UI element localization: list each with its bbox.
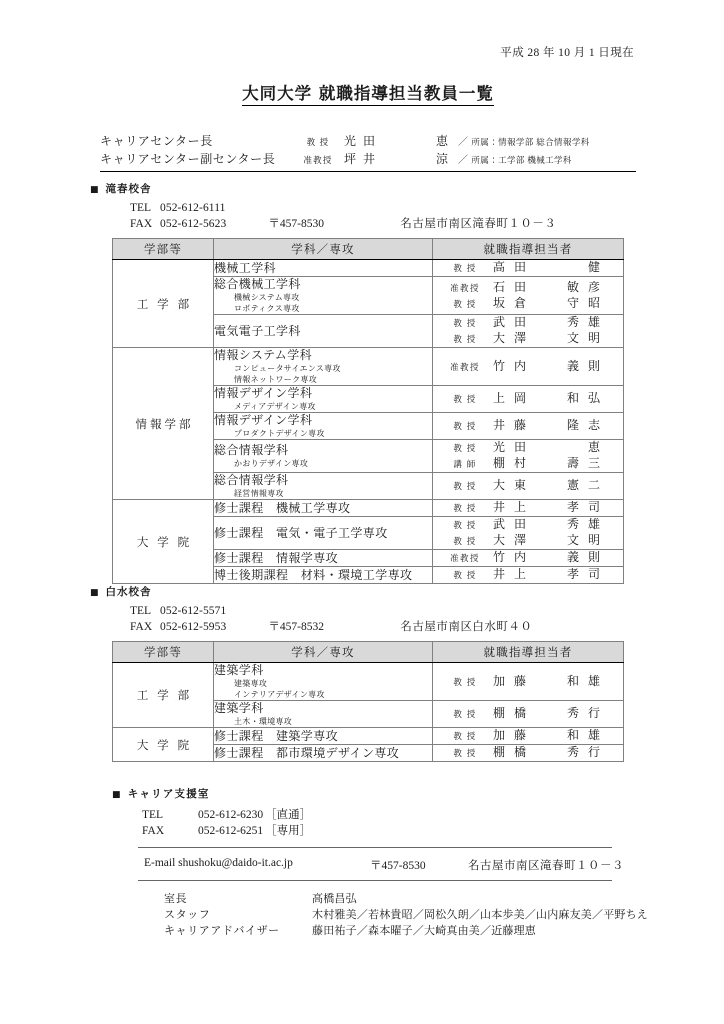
support-office-name: キャリア支援室 bbox=[127, 788, 210, 800]
advisor-cell bbox=[433, 728, 624, 745]
major-subcourse: ロボティクス専攻 bbox=[234, 304, 300, 313]
staff-academic-title: 教 授 bbox=[453, 570, 477, 580]
staff-academic-title: 教 授 bbox=[453, 536, 477, 546]
table-row bbox=[113, 663, 624, 701]
staff-person bbox=[433, 280, 623, 296]
major-subcourse: かおりデザイン専攻 bbox=[234, 459, 309, 468]
staff-person bbox=[433, 418, 623, 434]
staff-given-name: 健 bbox=[587, 260, 609, 274]
campus-zip: 〒457-8532 bbox=[268, 621, 324, 633]
career-leader-given: 涼 bbox=[435, 152, 448, 166]
support-office-heading bbox=[112, 786, 636, 801]
staff-surname: 井藤 bbox=[493, 418, 536, 432]
major-name: 電気電子工学科 bbox=[214, 323, 301, 338]
campus-fax-value: 052-612-5623 bbox=[160, 218, 227, 230]
table-row bbox=[113, 260, 624, 277]
staff-given-name: 壽三 bbox=[566, 456, 609, 470]
staff-surname: 大東 bbox=[493, 478, 536, 492]
major-subcourse: コンピュータサイエンス専攻 bbox=[234, 364, 341, 373]
advisor-cell bbox=[433, 701, 624, 728]
major-name: 博士後期課程 材料・環境工学専攻 bbox=[214, 567, 413, 582]
table-row bbox=[113, 348, 624, 386]
major-name: 情報システム学科 bbox=[214, 348, 313, 362]
support-zip: 〒457-8530 bbox=[370, 860, 426, 872]
staff-person bbox=[433, 745, 623, 761]
document-date: 平成 28 年 10 月 1 日現在 bbox=[500, 47, 634, 59]
staff-person bbox=[433, 550, 623, 566]
career-leader-row bbox=[100, 151, 636, 169]
major-cell bbox=[214, 473, 433, 500]
staff-academic-title: 教 授 bbox=[453, 263, 477, 273]
staff-person bbox=[433, 440, 623, 456]
major-subcourse: プロダクトデザイン専攻 bbox=[234, 429, 325, 438]
career-leader-given: 恵 bbox=[435, 134, 448, 148]
staff-academic-title: 教 授 bbox=[453, 318, 477, 328]
square-bullet-icon: ■ bbox=[112, 790, 122, 800]
staff-given-name: 秀雄 bbox=[566, 517, 609, 531]
table-row bbox=[113, 500, 624, 517]
staff-academic-title: 講 師 bbox=[453, 459, 477, 469]
campus-address: 名古屋市南区白水町４０ bbox=[400, 621, 533, 633]
major-subcourse: インテリアデザイン専攻 bbox=[234, 690, 325, 699]
staff-person bbox=[433, 478, 623, 494]
staff-academic-title: 教 授 bbox=[453, 298, 477, 309]
major-cell bbox=[214, 567, 433, 584]
staff-surname: 石田 bbox=[493, 279, 536, 294]
staff-academic-title: 教 授 bbox=[453, 748, 477, 758]
staff-academic-title: 教 授 bbox=[453, 520, 477, 530]
staff-given-name: 守昭 bbox=[566, 295, 609, 310]
table-row bbox=[113, 728, 624, 745]
advisor-cell bbox=[433, 663, 624, 701]
major-cell bbox=[214, 517, 433, 550]
support-staff-names: 木村雅美／若林貴昭／岡松久朗／山本歩美／山内麻友美／平野ちえ bbox=[312, 909, 648, 921]
staff-given-name: 秀行 bbox=[566, 706, 609, 720]
table-header-row bbox=[113, 642, 624, 663]
major-cell bbox=[214, 440, 433, 473]
major-cell bbox=[214, 386, 433, 413]
staff-academic-title: 准教授 bbox=[450, 361, 480, 372]
major-cell bbox=[214, 500, 433, 517]
campus-fax-line bbox=[100, 216, 636, 232]
staff-surname: 加藤 bbox=[493, 728, 536, 742]
staff-surname: 武田 bbox=[493, 315, 536, 329]
career-leader-role: キャリアセンター長 bbox=[100, 134, 213, 148]
major-cell bbox=[214, 745, 433, 762]
campus-name: 白水校舎 bbox=[105, 586, 152, 598]
staff-given-name: 文明 bbox=[566, 533, 609, 547]
staff-person bbox=[433, 359, 623, 375]
major-cell bbox=[214, 260, 433, 277]
staff-given-name: 隆志 bbox=[566, 418, 609, 432]
career-center-leaders bbox=[100, 133, 636, 172]
support-tel-note: ［直通］ bbox=[265, 809, 312, 821]
staff-surname: 棚橋 bbox=[493, 745, 536, 759]
staff-surname: 棚村 bbox=[493, 456, 536, 470]
staff-academic-title: 教 授 bbox=[453, 676, 477, 687]
column-header-department: 学部等 bbox=[113, 239, 214, 260]
advisor-cell bbox=[433, 386, 624, 413]
major-cell bbox=[214, 315, 433, 348]
staff-given-name: 孝司 bbox=[566, 567, 609, 581]
staff-person bbox=[433, 456, 623, 472]
major-name: 情報デザイン学科 bbox=[214, 413, 313, 427]
staff-surname: 大澤 bbox=[493, 331, 536, 345]
staff-given-name: 恵 bbox=[587, 440, 609, 454]
major-cell bbox=[214, 413, 433, 440]
staff-given-name: 憲二 bbox=[566, 478, 609, 492]
staff-academic-title: 教 授 bbox=[453, 443, 477, 453]
campus-tel-line bbox=[100, 603, 636, 619]
major-subcourse: 情報ネットワーク専攻 bbox=[234, 375, 317, 384]
separator-glyph: ／ bbox=[458, 137, 469, 148]
campus-heading bbox=[90, 584, 636, 599]
major-cell bbox=[214, 277, 433, 315]
support-tel-value: 052-612-6230 bbox=[198, 809, 264, 821]
advisor-cell bbox=[433, 348, 624, 386]
support-tel-line bbox=[112, 807, 636, 823]
staff-academic-title: 准教授 bbox=[450, 282, 480, 293]
staff-academic-title: 教 授 bbox=[453, 481, 477, 491]
staff-given-name: 和弘 bbox=[566, 391, 609, 405]
support-staff-role: キャリアアドバイザー bbox=[164, 925, 280, 937]
staff-surname: 井上 bbox=[493, 500, 536, 514]
column-header-department: 学部等 bbox=[113, 642, 214, 663]
staff-surname: 竹内 bbox=[493, 358, 536, 373]
staff-surname: 光田 bbox=[493, 440, 536, 454]
staff-person bbox=[433, 315, 623, 331]
staff-person bbox=[433, 500, 623, 516]
major-name: 情報デザイン学科 bbox=[214, 386, 313, 400]
staff-given-name: 孝司 bbox=[566, 500, 609, 514]
support-address: 名古屋市南区滝春町１０－３ bbox=[468, 860, 624, 872]
staff-person bbox=[433, 533, 623, 549]
staff-person bbox=[433, 517, 623, 533]
major-subcourse: メディアデザイン専攻 bbox=[234, 402, 316, 411]
staff-surname: 竹内 bbox=[493, 550, 536, 564]
campus-fax-value: 052-612-5953 bbox=[160, 621, 227, 633]
staff-person bbox=[433, 296, 623, 312]
staff-surname: 大澤 bbox=[493, 533, 536, 547]
campus-zip: 〒457-8530 bbox=[268, 218, 324, 230]
support-tel-label: TEL bbox=[142, 809, 164, 821]
advisor-cell bbox=[433, 440, 624, 473]
support-email-row bbox=[138, 847, 624, 881]
staff-surname: 井上 bbox=[493, 567, 536, 581]
staff-academic-title: 教 授 bbox=[453, 394, 477, 404]
major-name: 修士課程 機械工学専攻 bbox=[214, 500, 351, 515]
advisor-cell bbox=[433, 500, 624, 517]
staff-surname: 棚橋 bbox=[493, 706, 536, 720]
support-fax-line bbox=[112, 823, 636, 839]
support-staff-row bbox=[164, 891, 636, 907]
campus-fax-label: FAX bbox=[130, 218, 153, 230]
major-name: 修士課程 電気・電子工学専攻 bbox=[214, 525, 388, 540]
advisor-cell bbox=[433, 745, 624, 762]
career-leader-role: キャリアセンター副センター長 bbox=[100, 152, 276, 166]
staff-academic-title: 教 授 bbox=[453, 731, 477, 741]
campus-tel-label: TEL bbox=[130, 202, 152, 214]
major-cell bbox=[214, 348, 433, 386]
support-fax-label: FAX bbox=[142, 825, 165, 837]
faculty-table bbox=[112, 238, 624, 584]
campus-address: 名古屋市南区滝春町１０－３ bbox=[400, 218, 557, 230]
advisor-cell bbox=[433, 550, 624, 567]
major-name: 総合情報学科 bbox=[214, 443, 289, 457]
major-name: 修士課程 建築学専攻 bbox=[214, 728, 339, 743]
staff-given-name: 義則 bbox=[566, 358, 609, 373]
department-cell: 大 学 院 bbox=[113, 728, 214, 762]
staff-academic-title: 教 授 bbox=[453, 709, 477, 719]
campus-fax-label: FAX bbox=[130, 621, 153, 633]
staff-given-name: 秀行 bbox=[566, 745, 609, 759]
staff-given-name: 秀雄 bbox=[566, 315, 609, 329]
career-leader-surname: 光田 bbox=[344, 134, 383, 148]
square-bullet-icon: ■ bbox=[90, 185, 100, 195]
major-subcourse: 機械システム専攻 bbox=[234, 293, 300, 302]
advisor-cell bbox=[433, 315, 624, 348]
major-name: 機械工学科 bbox=[214, 260, 277, 275]
column-header-major: 学科／専攻 bbox=[214, 239, 433, 260]
campus-tel-value: 052-612-6111 bbox=[160, 202, 226, 214]
major-name: 修士課程 情報学専攻 bbox=[214, 550, 339, 565]
department-cell: 工 学 部 bbox=[113, 260, 214, 348]
page-title bbox=[100, 80, 636, 105]
staff-given-name: 敏彦 bbox=[566, 279, 609, 294]
major-cell bbox=[214, 663, 433, 701]
major-cell bbox=[214, 701, 433, 728]
affiliation-text: 所属：情報学部 総合情報学科 bbox=[471, 137, 590, 147]
major-name: 総合機械工学科 bbox=[214, 277, 301, 291]
staff-academic-title: 教 授 bbox=[453, 334, 477, 344]
major-cell bbox=[214, 550, 433, 567]
staff-surname: 高田 bbox=[493, 260, 536, 274]
separator-glyph: ／ bbox=[458, 155, 469, 166]
staff-given-name: 義則 bbox=[566, 550, 609, 564]
career-leader-surname: 坪井 bbox=[344, 152, 383, 166]
campus-fax-line bbox=[100, 619, 636, 635]
support-email[interactable]: E-mail shushoku@daido-it.ac.jp bbox=[144, 857, 293, 869]
staff-academic-title: 教 授 bbox=[453, 503, 477, 513]
major-name: 建築学科 bbox=[214, 701, 264, 715]
staff-academic-title: 准教授 bbox=[450, 553, 480, 563]
campus-tel-value: 052-612-5571 bbox=[160, 605, 227, 617]
major-subcourse: 経営情報専攻 bbox=[234, 489, 284, 498]
career-leader-affiliation bbox=[448, 134, 590, 151]
advisor-cell bbox=[433, 473, 624, 500]
staff-person bbox=[433, 331, 623, 347]
column-header-advisor: 就職指導担当者 bbox=[433, 642, 624, 663]
staff-surname: 上岡 bbox=[493, 391, 536, 405]
campus-name: 滝春校舎 bbox=[105, 183, 152, 195]
major-name: 修士課程 都市環境デザイン専攻 bbox=[214, 745, 400, 760]
advisor-cell bbox=[433, 277, 624, 315]
support-staff-role: スタッフ bbox=[164, 909, 211, 921]
campus-section bbox=[90, 181, 636, 584]
major-subcourse: 建築専攻 bbox=[234, 679, 268, 688]
staff-person bbox=[433, 728, 623, 744]
department-cell: 情報学部 bbox=[113, 348, 214, 500]
major-cell bbox=[214, 728, 433, 745]
career-leader-title: 教 授 bbox=[306, 137, 330, 147]
staff-surname: 武田 bbox=[493, 517, 536, 531]
support-staff-role: 室長 bbox=[164, 893, 188, 905]
staff-academic-title: 教 授 bbox=[453, 421, 477, 431]
staff-person bbox=[433, 674, 623, 690]
career-leader-title: 准教授 bbox=[303, 155, 333, 165]
department-cell: 大 学 院 bbox=[113, 500, 214, 584]
table-header-row bbox=[113, 239, 624, 260]
advisor-cell bbox=[433, 517, 624, 550]
affiliation-text: 所属：工学部 機械工学科 bbox=[471, 155, 572, 165]
campus-tel-label: TEL bbox=[130, 605, 152, 617]
major-name: 総合情報学科 bbox=[214, 473, 289, 487]
square-bullet-icon: ■ bbox=[90, 588, 100, 598]
staff-surname: 坂倉 bbox=[493, 295, 536, 310]
support-staff-row bbox=[164, 907, 648, 923]
staff-given-name: 和雄 bbox=[566, 673, 609, 688]
department-cell: 工 学 部 bbox=[113, 663, 214, 728]
staff-given-name: 文明 bbox=[566, 331, 609, 345]
column-header-major: 学科／専攻 bbox=[214, 642, 433, 663]
campus-sections bbox=[90, 181, 636, 762]
advisor-cell bbox=[433, 413, 624, 440]
staff-person bbox=[433, 391, 623, 407]
support-staff-names: 藤田祐子／森本曜子／大崎真由美／近藤理恵 bbox=[312, 925, 536, 937]
support-fax-note: ［専用］ bbox=[265, 825, 312, 837]
column-header-advisor: 就職指導担当者 bbox=[433, 239, 624, 260]
advisor-cell bbox=[433, 567, 624, 584]
staff-person bbox=[433, 567, 623, 583]
advisor-cell bbox=[433, 260, 624, 277]
support-staff-list bbox=[164, 891, 648, 939]
staff-person bbox=[433, 260, 623, 276]
major-subcourse: 土木・環境専攻 bbox=[234, 717, 293, 726]
staff-given-name: 和雄 bbox=[566, 728, 609, 742]
campus-heading bbox=[90, 181, 636, 196]
career-leader-row bbox=[100, 133, 636, 151]
faculty-table bbox=[112, 641, 624, 762]
campus-tel-line bbox=[100, 200, 636, 216]
page-title-text: 大同大学 就職指導担当教員一覧 bbox=[242, 84, 494, 106]
staff-surname: 加藤 bbox=[493, 673, 536, 688]
career-leader-affiliation bbox=[448, 152, 572, 169]
staff-person bbox=[433, 706, 623, 722]
support-staff-row bbox=[164, 923, 636, 939]
support-staff-names: 高橋昌弘 bbox=[312, 893, 357, 905]
major-name: 建築学科 bbox=[214, 663, 264, 677]
career-support-office bbox=[100, 786, 648, 939]
campus-section bbox=[90, 584, 636, 762]
support-fax-value: 052-612-6251 bbox=[198, 825, 264, 837]
